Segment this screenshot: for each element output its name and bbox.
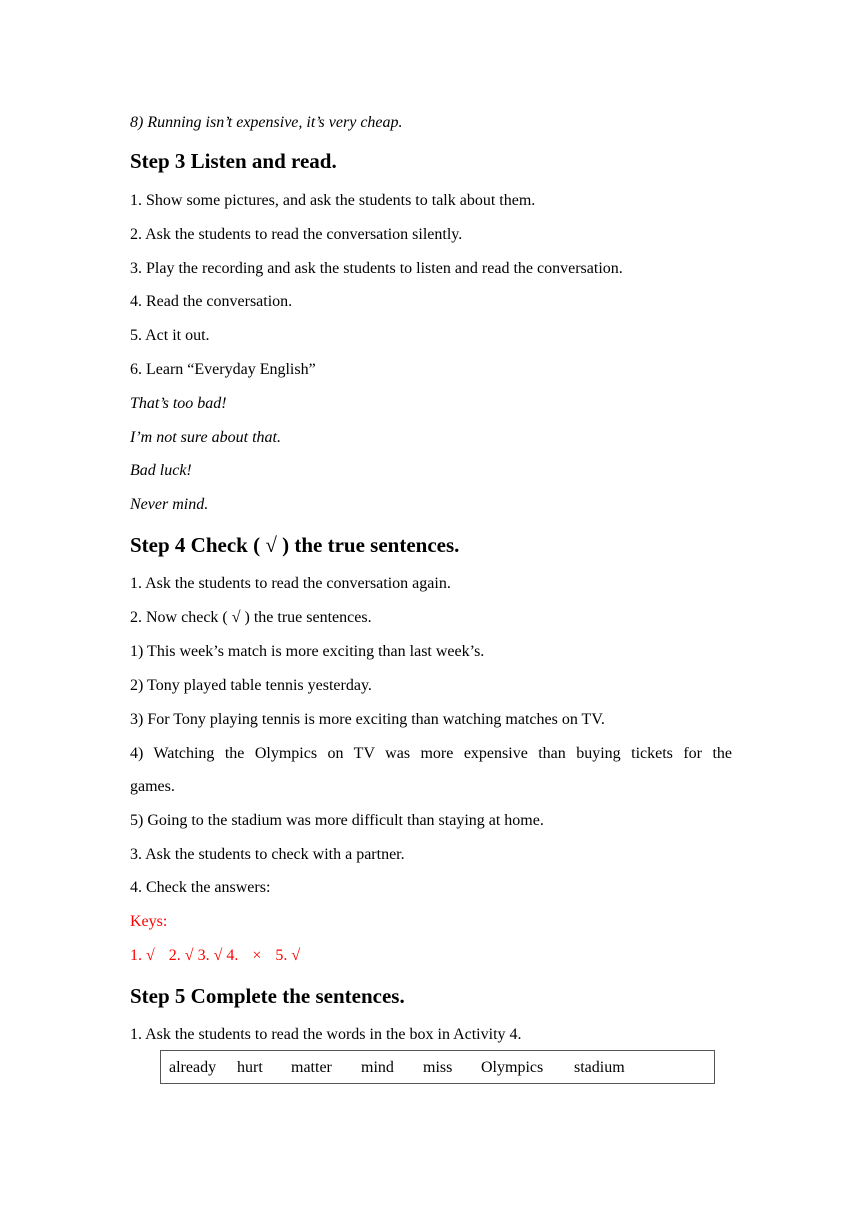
word-hurt: hurt xyxy=(237,1059,263,1076)
keys-label: Keys: xyxy=(130,913,168,930)
true-sentence-3: 3) For Tony playing tennis is more exciting than watching matches on TV. xyxy=(130,711,605,728)
key-2-4: 2. √ 3. √ 4. xyxy=(168,947,239,964)
keys-answers xyxy=(130,946,300,966)
word-box xyxy=(160,1050,715,1084)
word-stadium: stadium xyxy=(574,1059,625,1076)
word-already: already xyxy=(169,1059,217,1076)
step3-item-1: 1. Show some pictures, and ask the students to talk about them. xyxy=(130,192,536,209)
sentence-8: 8) Running isn’t expensive, it’s very cheap. xyxy=(130,114,403,131)
word-olympics: Olympics xyxy=(481,1059,544,1076)
true-sentence-4: 4) Watching the Olympics on TV was more expensive than buying tickets for the xyxy=(130,745,732,762)
step3-item-2: 2. Ask the students to read the conversation silently. xyxy=(130,226,463,243)
step3-item-4: 4. Read the conversation. xyxy=(130,293,293,310)
step3-heading: Step 3 Listen and read. xyxy=(130,149,337,173)
step3-item-6: 6. Learn “Everyday English” xyxy=(130,361,316,378)
key-1: 1. √ xyxy=(130,947,155,964)
key-cross: × xyxy=(252,947,262,964)
step3-item-5: 5. Act it out. xyxy=(130,327,210,344)
everyday-phrase-1: That’s too bad! xyxy=(130,395,227,412)
everyday-phrase-4: Never mind. xyxy=(130,496,209,513)
true-sentence-4-cont: games. xyxy=(130,778,175,795)
step4-item-2: 2. Now check ( √ ) the true sentences. xyxy=(130,609,372,626)
step5-item-1: 1. Ask the students to read the words in the box in Activity 4. xyxy=(130,1026,522,1043)
everyday-phrase-3: Bad luck! xyxy=(130,462,192,479)
step4-item-3: 3. Ask the students to check with a partner. xyxy=(130,846,405,863)
step5-heading: Step 5 Complete the sentences. xyxy=(130,984,405,1008)
true-sentence-1: 1) This week’s match is more exciting than last week’s. xyxy=(130,643,485,660)
step3-item-3: 3. Play the recording and ask the students to listen and read the conversation. xyxy=(130,260,623,277)
true-sentence-2: 2) Tony played table tennis yesterday. xyxy=(130,677,372,694)
word-mind: mind xyxy=(361,1059,394,1076)
key-5: 5. √ xyxy=(275,947,301,964)
step4-item-4: 4. Check the answers: xyxy=(130,879,271,896)
word-matter: matter xyxy=(291,1059,332,1076)
word-miss: miss xyxy=(423,1059,453,1076)
step4-item-1: 1. Ask the students to read the conversation again. xyxy=(130,575,451,592)
everyday-phrase-2: I’m not sure about that. xyxy=(130,429,281,446)
step4-heading: Step 4 Check ( √ ) the true sentences. xyxy=(130,533,460,557)
true-sentence-5: 5) Going to the stadium was more difficult than staying at home. xyxy=(130,812,544,829)
